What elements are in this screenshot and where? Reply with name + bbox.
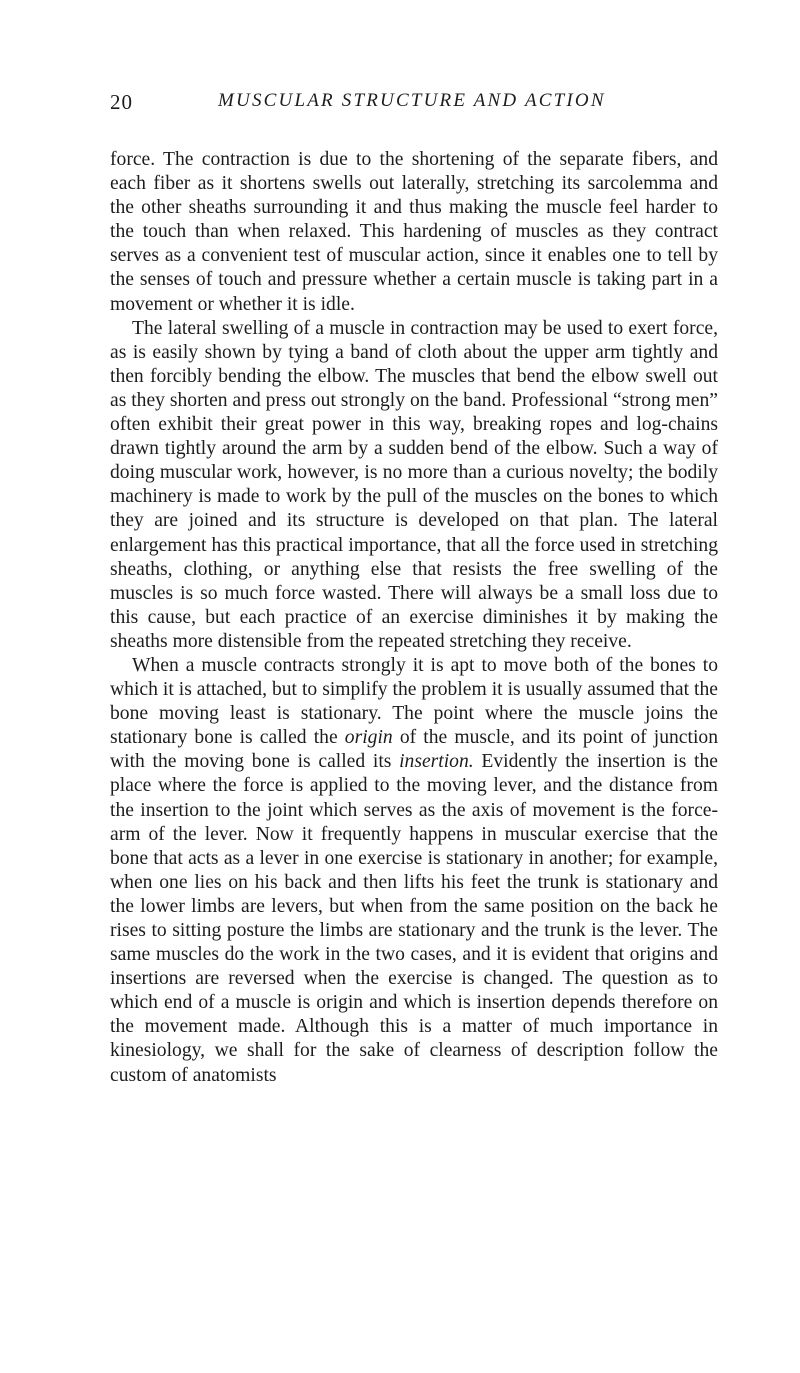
- paragraph-origin-insertion: [110, 654, 718, 1088]
- text-span: When a muscle contracts strongly it is apt to move both of the bones to which it is attached, but to simplify the problem it is usually assumed that the bone moving least is stationary. The point where the muscle joins the stationary bone is called the: [110, 654, 718, 749]
- page-number: 20: [110, 90, 133, 114]
- term-insertion: insertion.: [399, 751, 474, 773]
- book-page: [110, 90, 718, 1088]
- running-head: [110, 90, 718, 126]
- running-title: MUSCULAR STRUCTURE AND ACTION: [218, 90, 606, 111]
- body-text: [110, 148, 718, 1088]
- term-origin: origin: [344, 727, 393, 749]
- paragraph-lateral-swelling: The lateral swelling of a muscle in contraction may be used to exert force, as is easily shown by tying a band of cloth about the upper arm tightly and then forcibly bending the elbow. The muscles that bend the elbow swell out as they shorten and press out strongly on the band. Professional “strong men” often exhibit their great power in this way, breaking ropes and log-chains drawn tightly around the arm by a sudden bend of the elbow. Such a way of doing muscular work, however, is no more than a curious novelty; the bodily machinery is made to work by the pull of the muscles on the bones to which they are joined and its structure is developed on that plan. The lateral enlargement has this practical importance, that all the force used in stretching sheaths, clothing, or anything else that resists the free swelling of the muscles is so much force wasted. There will always be a small loss due to this cause, but each practice of an exercise diminishes it by making the sheaths more distensible from the repeated stretching they receive.: [110, 317, 718, 652]
- text-span: of the muscle, and its point of junction with the moving bone is called its: [110, 727, 718, 773]
- text-span: Evidently the insertion is the place where the force is applied to the moving lever, and the distance from the insertion to the joint which serves as the axis of movement is the force-arm of the lever. Now it frequently happens in muscular exercise that the bone that acts as a lever in one exercise is stationary in another; for example, when one lies on his back and then lifts his feet the trunk is stationary and the lower limbs are levers, but when from the same position on the back he rises to sitting posture the limbs are stationary and the trunk is the lever. The same muscles do the work in the two cases, and it is evident that origins and insertions are reversed when the exercise is changed. The question as to which end of a muscle is origin and which is insertion depends therefore on the movement made. Although this is a matter of much importance in kinesiology, we shall for the sake of clearness of description follow the custom of anatomists: [110, 751, 718, 1086]
- paragraph-continued: force. The contraction is due to the shortening of the separate fibers, and each fiber as it shortens swells out laterally, stretching its sarcolemma and the other sheaths surrounding it and thus making the muscle feel harder to the touch than when relaxed. This hardening of muscles as they contract serves as a convenient test of muscular action, since it enables one to tell by the senses of touch and pressure whether a certain muscle is taking part in a movement or whether it is idle.: [110, 149, 718, 315]
